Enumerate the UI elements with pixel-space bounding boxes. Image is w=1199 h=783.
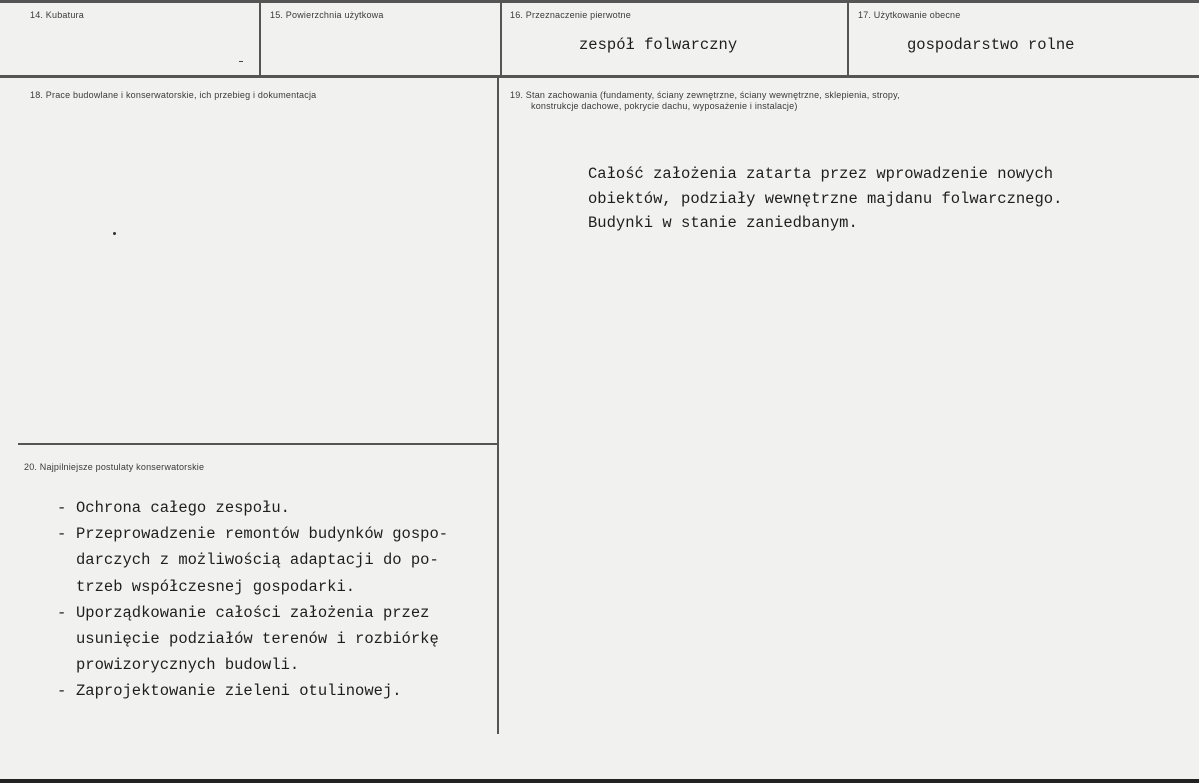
list-item-line: Uporządkowanie całości założenia przez bbox=[76, 603, 430, 622]
list-item bbox=[57, 600, 448, 679]
field-18-label: 18. Prace budowlane i konserwatorskie, ich przebieg i dokumentacja bbox=[30, 90, 317, 100]
field-17-label: 17. Użytkowanie obecne bbox=[858, 10, 961, 20]
field-17-value: gospodarstwo rolne bbox=[907, 36, 1075, 54]
field-16-label: 16. Przeznaczenie pierwotne bbox=[510, 10, 631, 20]
field-14-mark bbox=[239, 61, 243, 62]
list-item-line: usunięcie podziałów terenów i rozbiórkę bbox=[76, 630, 439, 649]
list-item-line: darczych z możliwością adaptacji do po- bbox=[76, 551, 439, 570]
stray-mark bbox=[113, 232, 116, 235]
list-item-line: Przeprowadzenie remontów budynków gospo- bbox=[76, 525, 449, 544]
field-19-text-line: Całość założenia zatarta przez wprowadzenie nowych bbox=[588, 165, 1054, 183]
top-border bbox=[0, 0, 1199, 3]
main-column-divider bbox=[497, 78, 499, 734]
list-item bbox=[57, 495, 448, 521]
bullet-dash: - bbox=[57, 499, 67, 517]
row-divider-18-20 bbox=[18, 443, 497, 445]
list-item-line: Ochrona całego zespołu. bbox=[76, 499, 290, 517]
field-19-label-line2: konstrukcje dachowe, pokrycie dachu, wyposażenie i instalacje) bbox=[531, 101, 798, 111]
field-19-label-line1: 19. Stan zachowania (fundamenty, ściany zewnętrzne, ściany wewnętrzne, sklepienia, stropy, bbox=[510, 90, 900, 100]
bullet-dash: - bbox=[57, 603, 67, 622]
divider-15-16 bbox=[500, 0, 502, 75]
field-20-label: 20. Najpilniejsze postulaty konserwatorskie bbox=[24, 462, 205, 472]
list-item-line: prowizorycznych budowli. bbox=[76, 656, 300, 675]
field-19-text-line: Budynki w stanie zaniedbanym. bbox=[588, 214, 858, 232]
list-item bbox=[57, 678, 448, 704]
field-19-text bbox=[588, 162, 1062, 236]
divider-14-15 bbox=[259, 0, 261, 75]
bullet-dash: - bbox=[57, 525, 67, 544]
field-16-value: zespół folwarczny bbox=[579, 36, 738, 54]
list-item-line: trzeb współczesnej gospodarki. bbox=[76, 577, 356, 596]
row-divider-top bbox=[0, 75, 1199, 78]
bottom-edge bbox=[0, 779, 1199, 783]
field-15-label: 15. Powierzchnia użytkowa bbox=[270, 10, 384, 20]
field-19-text-line: obiektów, podziały wewnętrzne majdanu folwarcznego. bbox=[588, 189, 1063, 208]
list-item bbox=[57, 521, 448, 600]
postulates-list bbox=[57, 495, 448, 705]
divider-16-17 bbox=[847, 0, 849, 75]
bullet-dash: - bbox=[57, 682, 67, 701]
field-14-label: 14. Kubatura bbox=[30, 10, 84, 20]
list-item-line: Zaprojektowanie zieleni otulinowej. bbox=[76, 682, 402, 701]
